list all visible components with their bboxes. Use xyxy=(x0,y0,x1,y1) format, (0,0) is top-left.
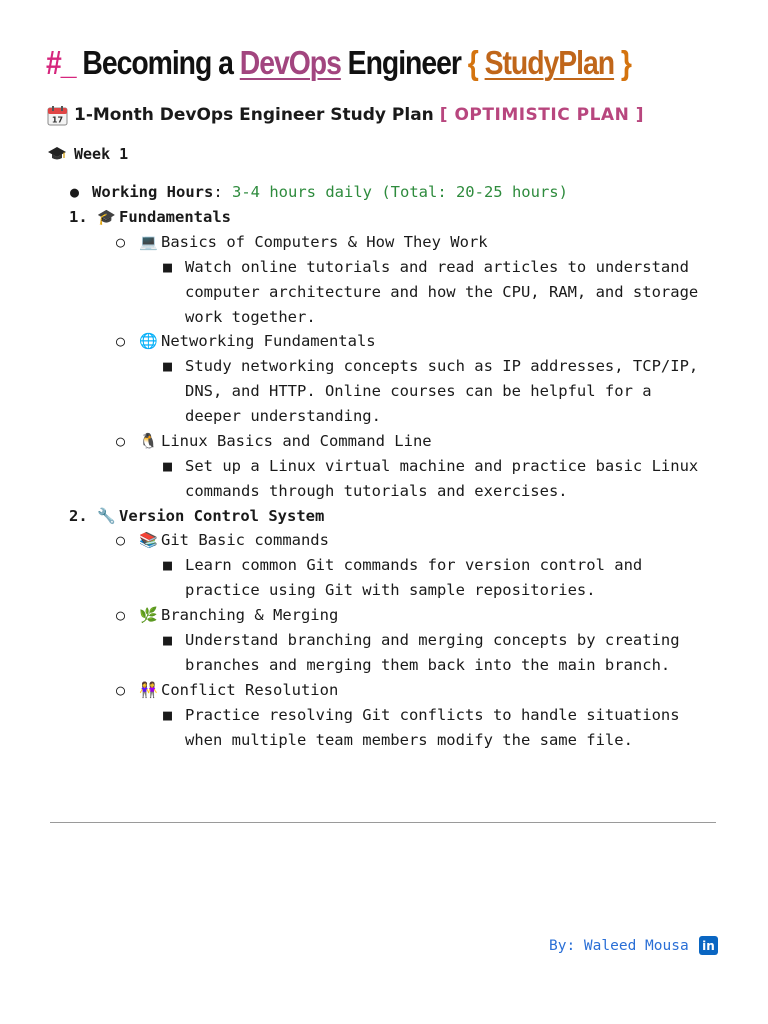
books-icon: 📚 xyxy=(139,531,158,549)
herb-icon: 🌿 xyxy=(139,606,158,624)
bullet-dot: ● xyxy=(70,183,80,201)
topic-detail: Practice resolving Git conflicts to handle situations xyxy=(185,706,680,724)
working-hours-value: 3-4 hours daily (Total: 20-25 hours) xyxy=(232,183,568,201)
topic-title: Basics of Computers & How They Work xyxy=(161,233,488,251)
square-bullet: ■ xyxy=(163,357,173,375)
title-brace-open: { xyxy=(467,44,478,81)
divider xyxy=(50,822,716,823)
topic-detail: computer architecture and how the CPU, RAM, and storage xyxy=(185,283,699,301)
topic-title: Git Basic commands xyxy=(161,531,329,549)
topic-detail: Watch online tutorials and read articles to understand xyxy=(185,258,689,276)
topic-detail: Learn common Git commands for version control and xyxy=(185,556,643,574)
topic-title: Conflict Resolution xyxy=(161,681,339,699)
topic-detail: DNS, and HTTP. Online courses can be helpful for a xyxy=(185,382,652,400)
title-becoming: Becoming a xyxy=(82,44,233,81)
circle-bullet: ○ xyxy=(116,233,126,251)
square-bullet: ■ xyxy=(163,556,173,574)
topic-detail: deeper understanding. xyxy=(185,407,381,425)
week-label: Week 1 xyxy=(74,145,129,163)
penguin-icon: 🐧 xyxy=(139,432,158,450)
section-title: Version Control System xyxy=(119,507,325,525)
working-hours-line xyxy=(92,180,568,205)
working-hours-label: Working Hours xyxy=(92,183,214,201)
graduation-cap-icon xyxy=(47,145,67,163)
topic-item xyxy=(139,329,376,354)
circle-bullet: ○ xyxy=(116,432,126,450)
title-studyplan-link[interactable]: StudyPlan xyxy=(484,44,615,81)
page-title xyxy=(46,44,631,90)
square-bullet: ■ xyxy=(163,457,173,475)
topic-detail: work together. xyxy=(185,308,316,326)
circle-bullet: ○ xyxy=(116,531,126,549)
square-bullet: ■ xyxy=(163,258,173,276)
topic-detail: commands through tutorials and exercises. xyxy=(185,482,568,500)
topic-title: Networking Fundamentals xyxy=(161,332,376,350)
square-bullet: ■ xyxy=(163,631,173,649)
plan-tag: [ OPTIMISTIC PLAN ] xyxy=(439,105,644,125)
section-heading xyxy=(69,504,324,529)
topic-detail: Set up a Linux virtual machine and practice basic Linux xyxy=(185,457,699,475)
title-devops-link[interactable]: DevOps xyxy=(239,44,341,81)
working-hours-sep: : xyxy=(213,183,223,201)
linkedin-icon[interactable]: in xyxy=(699,936,718,955)
topic-item xyxy=(139,230,488,255)
globe-icon: 🌐 xyxy=(139,332,158,350)
topic-detail: when multiple team members modify the same file. xyxy=(185,731,633,749)
section-number: 1. xyxy=(69,208,88,226)
svg-text:17: 17 xyxy=(51,115,64,124)
subtitle-text: 1-Month DevOps Engineer Study Plan xyxy=(74,105,434,125)
topic-title: Branching & Merging xyxy=(161,606,339,624)
topic-item xyxy=(139,429,432,454)
graduation-cap-icon: 🎓 xyxy=(97,208,116,226)
section-title: Fundamentals xyxy=(119,208,231,226)
calendar-icon xyxy=(47,105,68,126)
circle-bullet: ○ xyxy=(116,606,126,624)
topic-title: Linux Basics and Command Line xyxy=(161,432,432,450)
plan-subtitle xyxy=(47,102,644,128)
circle-bullet: ○ xyxy=(116,681,126,699)
topic-detail: Understand branching and merging concepts by creating xyxy=(185,631,680,649)
title-engineer: Engineer xyxy=(347,44,461,81)
topic-item xyxy=(139,678,338,703)
title-hash: #_ xyxy=(46,44,76,81)
week-heading xyxy=(47,143,128,165)
section-heading xyxy=(69,205,231,230)
circle-bullet: ○ xyxy=(116,332,126,350)
laptop-icon: 💻 xyxy=(139,233,158,251)
topic-detail: practice using Git with sample repositories. xyxy=(185,581,596,599)
topic-item xyxy=(139,603,338,628)
topic-item xyxy=(139,528,329,553)
wrench-icon: 🔧 xyxy=(97,507,116,525)
topic-detail: branches and merging them back into the main branch. xyxy=(185,656,671,674)
author-credit: By: Waleed Mousa xyxy=(549,938,689,954)
title-brace-close: } xyxy=(620,44,631,81)
people-icon: 👭 xyxy=(139,681,158,699)
section-number: 2. xyxy=(69,507,88,525)
topic-detail: Study networking concepts such as IP addresses, TCP/IP, xyxy=(185,357,699,375)
square-bullet: ■ xyxy=(163,706,173,724)
